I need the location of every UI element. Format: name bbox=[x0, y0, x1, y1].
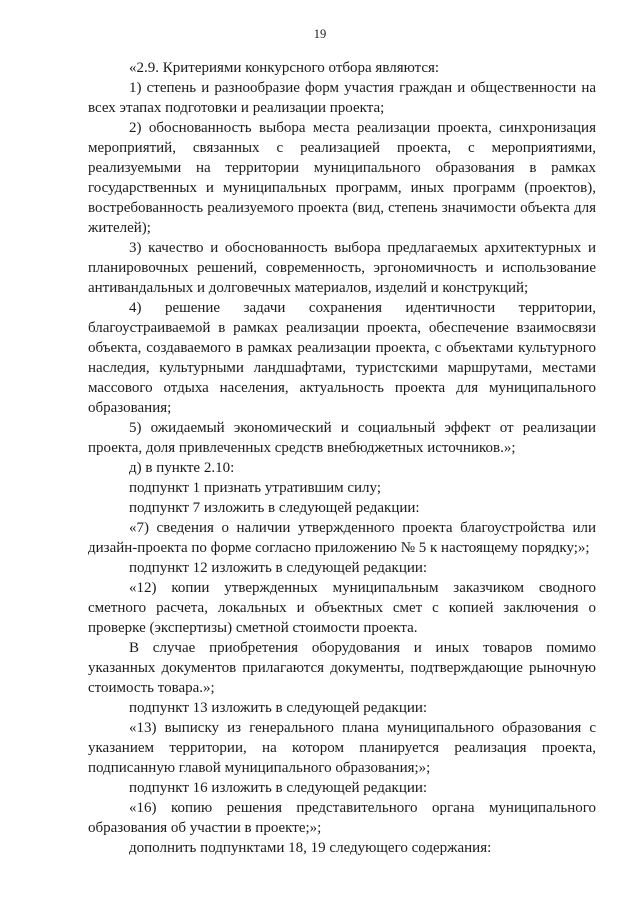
document-body bbox=[88, 58, 596, 858]
paragraph-subitem-12-extra: В случае приобретения оборудования и иных товаров помимо указанных документов прилагаются документы, подтверждающие рыночную стоимость товара.»; bbox=[88, 640, 596, 696]
paragraph-criteria-heading: «2.9. Критериями конкурсного отбора являются: bbox=[129, 60, 440, 76]
paragraph-addition: дополнить подпунктами 18, 19 следующего содержания: bbox=[129, 840, 492, 856]
paragraph-criterion-1: 1) степень и разнообразие форм участия граждан и общественности на всех этапах подготовки и реализации проекта; bbox=[88, 80, 596, 116]
paragraph-subitem-13-intro: подпункт 13 изложить в следующей редакции: bbox=[129, 700, 428, 716]
paragraph-criterion-2: 2) обоснованность выбора места реализации проекта, синхронизация мероприятий, связанных с реализацией проекта, с мероприятиями, реализуемыми на территории муниципального образования в рамках государственных и муниципальных программ, иных программ (проектов), востребованность реализуемого проекта (вид, степень значимости объекта для жителей); bbox=[88, 120, 596, 236]
page-number: 19 bbox=[313, 27, 327, 41]
paragraph-item-d: д) в пункте 2.10: bbox=[129, 460, 235, 476]
paragraph-criterion-3: 3) качество и обоснованность выбора предлагаемых архитектурных и планировочных решений, современность, эргономичность и использование антивандальных и долговечных материалов, изделий и конструкций; bbox=[88, 240, 596, 296]
paragraph-subitem-13-text: «13) выписку из генерального плана муниципального образования с указанием территории, на котором планируется реализация проекта, подписанную главой муниципального образования;»; bbox=[88, 720, 596, 776]
paragraph-subitem-12-intro: подпункт 12 изложить в следующей редакции: bbox=[129, 560, 428, 576]
paragraph-subitem-1: подпункт 1 признать утратившим силу; bbox=[129, 480, 381, 496]
paragraph-criterion-5: 5) ожидаемый экономический и социальный эффект от реализации проекта, доля привлеченных средств внебюджетных источников.»; bbox=[88, 420, 596, 456]
paragraph-subitem-7-intro: подпункт 7 изложить в следующей редакции: bbox=[129, 500, 420, 516]
paragraph-subitem-7-text: «7) сведения о наличии утвержденного проекта благоустройства или дизайн-проекта по форме согласно приложению № 5 к настоящему порядку;»; bbox=[88, 520, 596, 556]
paragraph-subitem-16-text: «16) копию решения представительного органа муниципального образования об участии в проекте;»; bbox=[88, 800, 596, 836]
paragraph-subitem-12-text: «12) копии утвержденных муниципальным заказчиком сводного сметного расчета, локальных и объектных смет с копией заключения о проверке (экспертизы) сметной стоимости проекта. bbox=[88, 580, 596, 636]
paragraph-criterion-4: 4) решение задачи сохранения идентичности территории, благоустраиваемой в рамках реализации проекта, обеспечение взаимосвязи объекта, создаваемого в рамках реализации проекта, с объектами культурного наследия, культурными ландшафтами, туристскими маршрутами, местами массового отдыха населения, актуальность проекта для муниципального образования; bbox=[88, 300, 596, 416]
paragraph-subitem-16-intro: подпункт 16 изложить в следующей редакции: bbox=[129, 780, 428, 796]
